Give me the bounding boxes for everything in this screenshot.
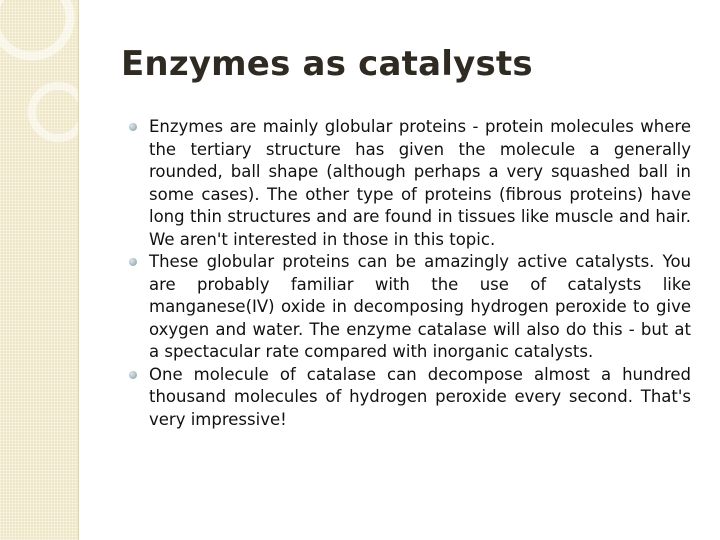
- bullet-dot-icon: [129, 258, 137, 266]
- bullet-dot-icon: [129, 371, 137, 379]
- bullet-item: [128, 251, 691, 364]
- bullet-text: One molecule of catalase can decompose almost a hundred thousand molecules of hydrogen peroxide every second. That's very impressive!: [149, 364, 691, 429]
- slide-title: Enzymes as catalysts: [121, 44, 533, 84]
- bullet-item: [128, 116, 691, 251]
- bullet-text: Enzymes are mainly globular proteins - protein molecules where the tertiary structure has given the molecule a generally rounded, ball shape (although perhaps a very squashed ball in some cases). The other type of proteins (fibrous proteins) have long thin structures and are found in tissues like muscle and hair. We aren't interested in those in this topic.: [149, 117, 691, 249]
- bullet-item: [128, 364, 691, 432]
- bullet-dot-icon: [129, 123, 137, 131]
- bullet-list: [128, 116, 691, 431]
- decorative-rings-icon: [0, 0, 78, 160]
- decorative-sidebar: [0, 0, 78, 540]
- bullet-text: These globular proteins can be amazingly active catalysts. You are probably familiar with the use of catalysts like manganese(IV) oxide in decomposing hydrogen peroxide to give oxygen and water. The enzyme catalase will also do this - but at a spectacular rate compared with inorganic catalysts.: [149, 252, 691, 361]
- sidebar-divider: [78, 0, 79, 540]
